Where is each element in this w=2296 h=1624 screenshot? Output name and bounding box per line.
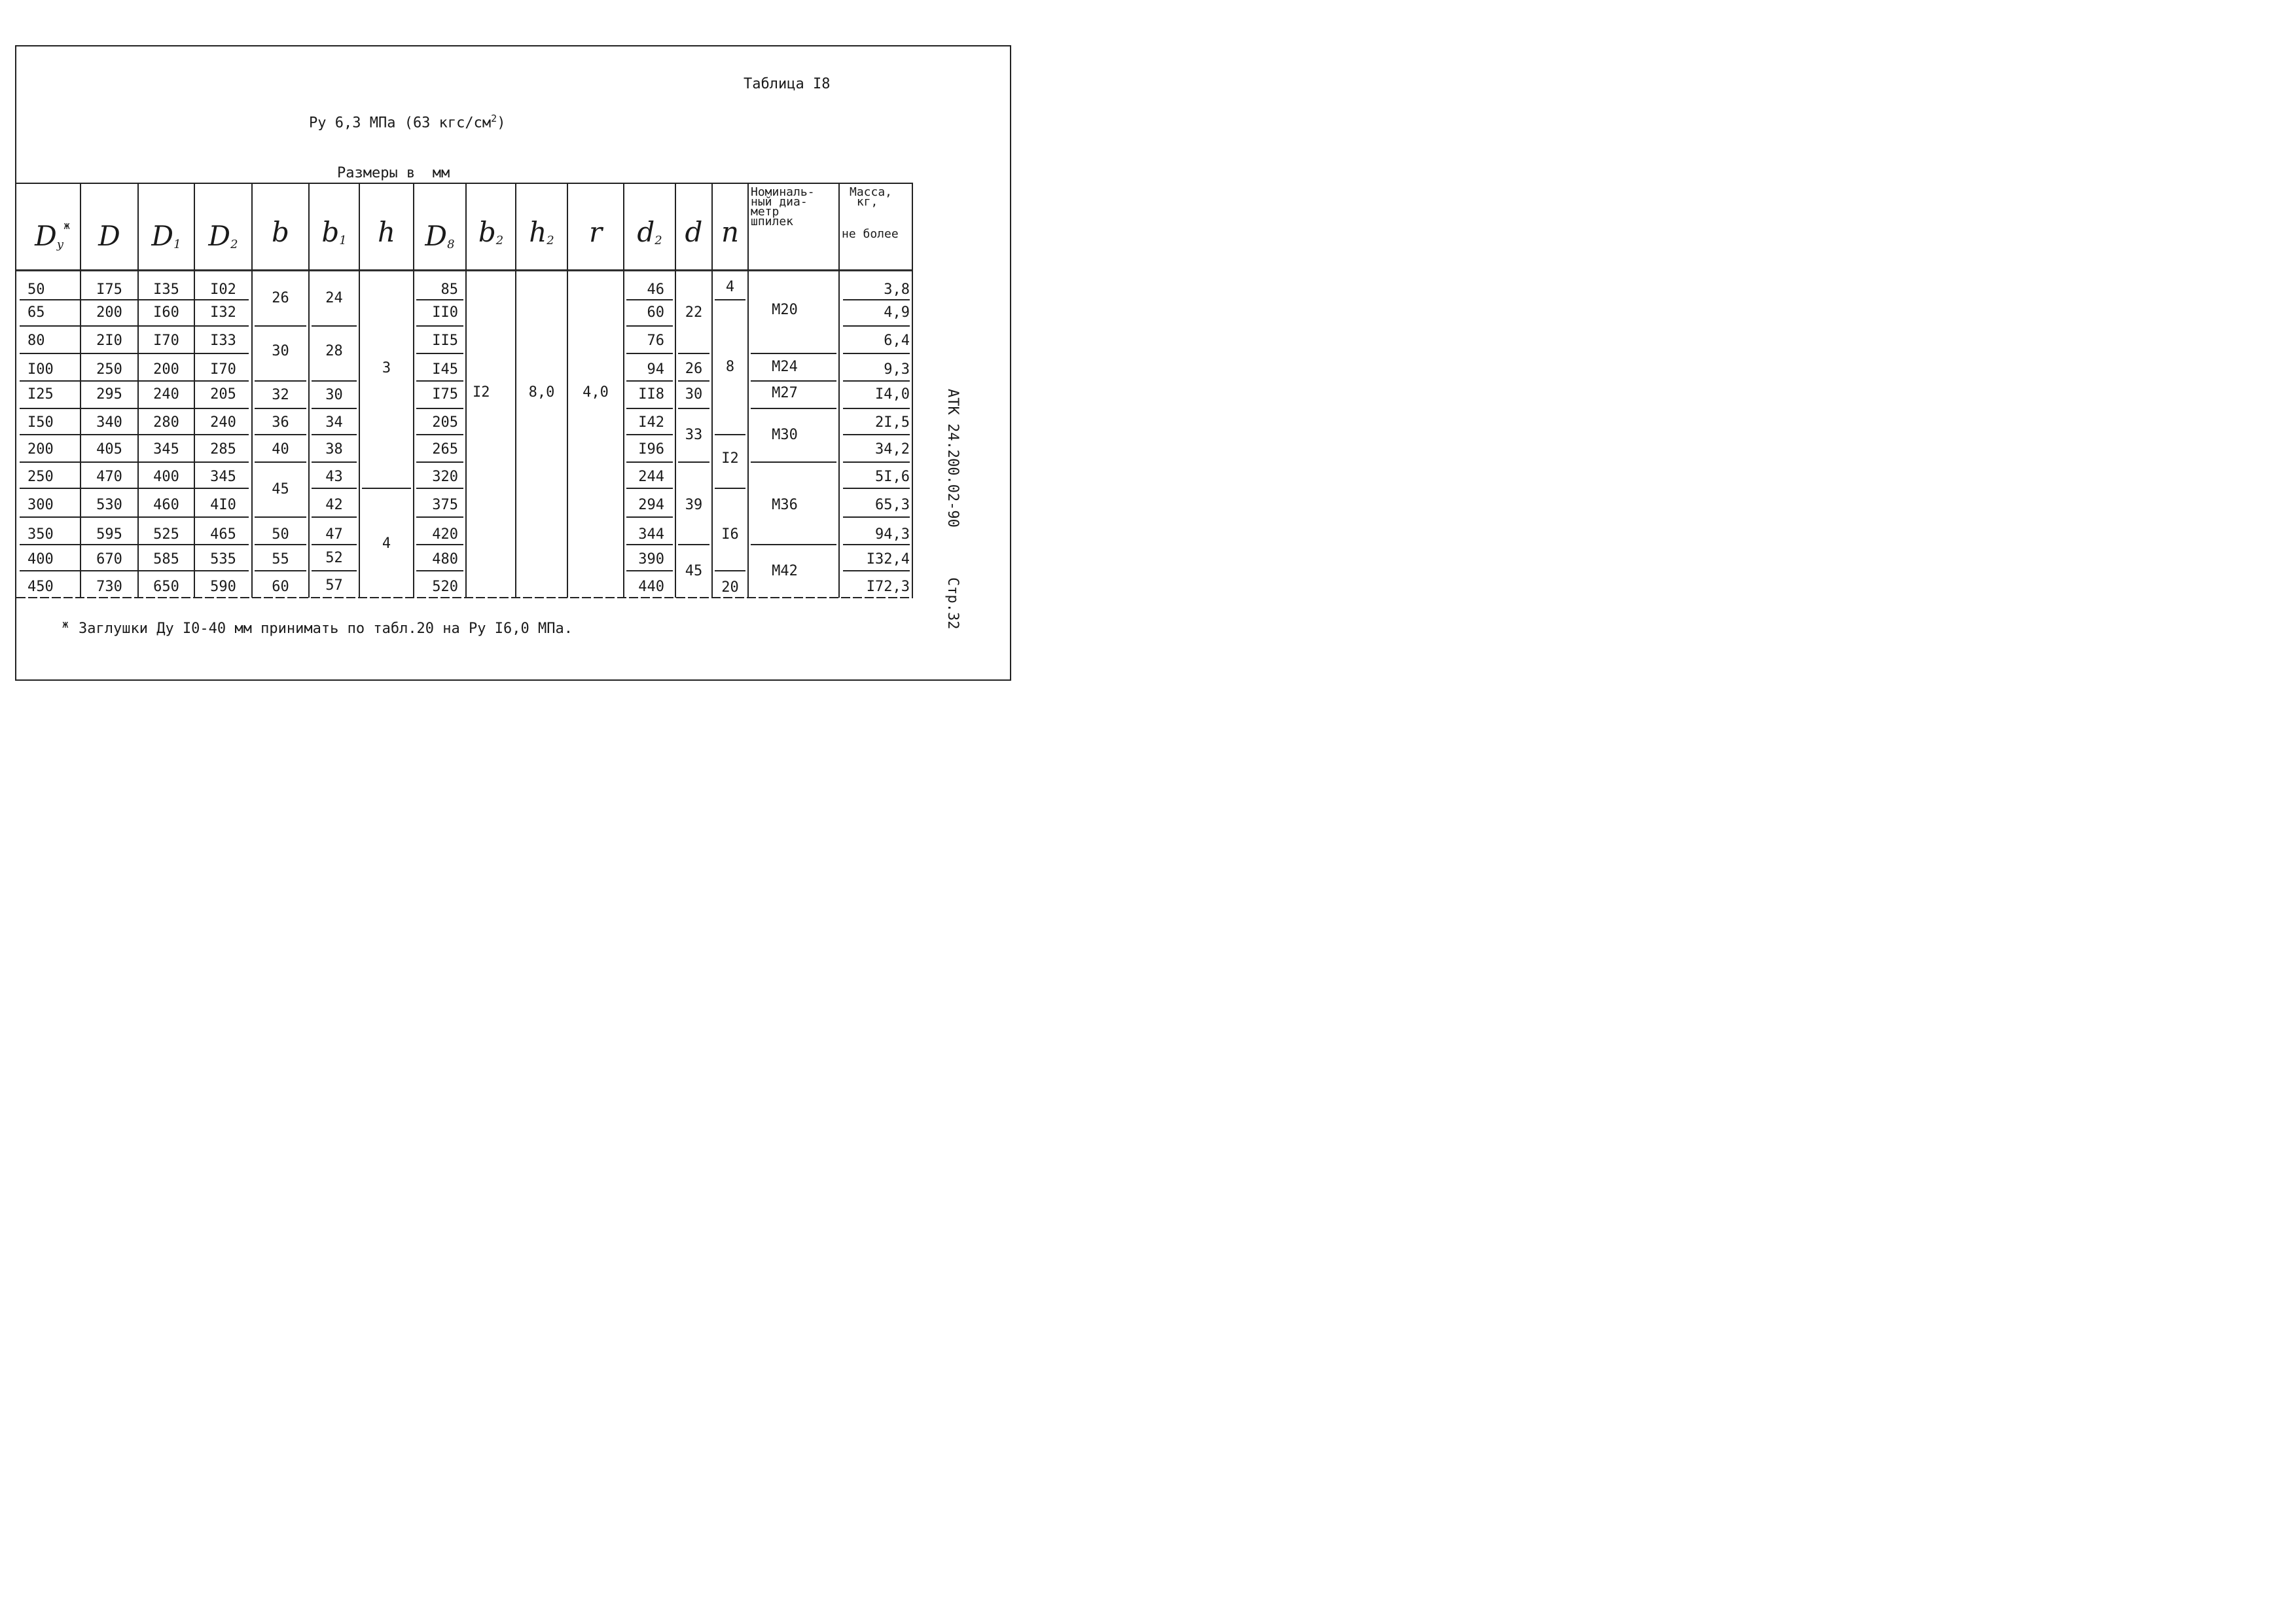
b2-cell: I2 [473, 384, 490, 401]
d2-cell: 240 [210, 414, 236, 431]
d8-cell: II0 [432, 304, 458, 321]
d2-small-cell: 294 [638, 497, 664, 513]
stud-cell: М42 [772, 563, 798, 579]
d-cell: 26 [685, 361, 703, 377]
header-b2 [466, 216, 516, 248]
n-cell: I6 [721, 526, 739, 543]
n-cell: 20 [721, 579, 739, 596]
header-r: r [588, 216, 603, 248]
header-d8 [414, 220, 466, 252]
d1-cell: 650 [153, 579, 179, 595]
mass-cell: 5I,6 [875, 469, 910, 485]
b1-cell: 47 [325, 526, 343, 543]
d2-cell: 205 [210, 386, 236, 403]
header-d1-sub: 1 [173, 238, 181, 251]
dy-cell: 350 [27, 526, 54, 543]
header-h: h [377, 216, 396, 248]
d2-small-cell: II8 [638, 386, 664, 403]
d-outer-cell: 405 [96, 441, 122, 458]
d2-cell: 285 [210, 441, 236, 458]
header-mass-note: не более [842, 227, 899, 241]
header-b2-sub: 2 [495, 234, 504, 247]
d-outer-cell: 730 [96, 579, 122, 595]
mass-cell: 4,9 [884, 304, 910, 321]
d2-small-cell: 244 [638, 469, 664, 485]
d8-cell: 265 [432, 441, 458, 458]
table-label: Таблица I8 [744, 76, 831, 92]
dy-cell: 65 [27, 304, 45, 321]
d2-cell: 590 [210, 579, 236, 595]
b1-cell: 34 [325, 414, 343, 431]
n-cell: I2 [721, 450, 739, 467]
d-outer-cell: 470 [96, 469, 122, 485]
mass-cell: I4,0 [875, 386, 910, 403]
d-outer-cell: 200 [96, 304, 122, 321]
header-mass: Масса, кг, [850, 185, 893, 209]
dy-cell: 250 [27, 469, 54, 485]
b-cell: 45 [272, 481, 289, 497]
footnote-text: Заглушки Ду I0-40 мм принимать по табл.20 на Ру I6,0 МПа. [79, 621, 573, 637]
h2-cell: 8,0 [528, 384, 555, 401]
d-cell: 45 [685, 563, 703, 579]
header-dy-letter: D [35, 220, 57, 252]
header-dy-star: ж [63, 219, 70, 232]
d8-cell: I45 [432, 361, 458, 378]
d8-cell: I75 [432, 386, 458, 403]
header-d2-small [624, 216, 675, 248]
dy-cell: 300 [27, 497, 54, 513]
stud-cell: М27 [772, 385, 798, 401]
d-outer-cell: 595 [96, 526, 122, 543]
b-cell: 60 [272, 579, 289, 595]
d8-cell: 320 [432, 469, 458, 485]
header-b1 [309, 216, 359, 248]
mass-cell: 6,4 [884, 333, 910, 349]
header-d2-sub: 2 [230, 238, 238, 251]
b-cell: 26 [272, 290, 289, 306]
dy-cell: I00 [27, 361, 54, 378]
d1-cell: 280 [153, 414, 179, 431]
header-b2-letter: b [478, 216, 496, 248]
header-n: n [721, 216, 740, 248]
d-outer-cell: 530 [96, 497, 122, 513]
d2-small-cell: 60 [647, 304, 664, 321]
mass-cell: I72,3 [866, 579, 910, 595]
d8-cell: II5 [432, 333, 458, 349]
d2-cell: 345 [210, 469, 236, 485]
r-cell: 4,0 [583, 384, 609, 401]
header-dy [26, 219, 79, 252]
mass-cell: 34,2 [875, 441, 910, 458]
header-b1-letter: b [321, 216, 340, 248]
d2-cell: I32 [210, 304, 236, 321]
b1-cell: 52 [325, 550, 343, 566]
n-cell: 8 [725, 359, 735, 375]
d1-cell: 525 [153, 526, 179, 543]
d-outer-cell: I75 [96, 281, 122, 298]
d2-cell: 4I0 [210, 497, 236, 513]
d2-cell: 465 [210, 526, 236, 543]
side-page-number: Стр.32 [944, 577, 961, 630]
header-d2-small-letter: d [637, 216, 655, 248]
mass-cell: I32,4 [866, 551, 910, 568]
d8-cell: 520 [432, 579, 458, 595]
d1-cell: I70 [153, 333, 179, 349]
dy-cell: 450 [27, 579, 54, 595]
d2-small-cell: I96 [638, 441, 664, 458]
b1-cell: 57 [325, 577, 343, 594]
b1-cell: 38 [325, 441, 343, 458]
d2-small-cell: 344 [638, 526, 664, 543]
dy-cell: I25 [27, 386, 54, 403]
h-cell: 4 [382, 535, 391, 552]
d1-cell: 345 [153, 441, 179, 458]
footnote-mark: ж [62, 618, 69, 630]
d-outer-cell: 295 [96, 386, 122, 403]
header-d8-letter: D [425, 220, 448, 252]
d-outer-cell: 670 [96, 551, 122, 568]
b-cell: 50 [272, 526, 289, 543]
b1-cell: 30 [325, 387, 343, 403]
d8-cell: 85 [440, 281, 458, 298]
d2-cell: I70 [210, 361, 236, 378]
d2-small-cell: 94 [647, 361, 664, 378]
d1-cell: I35 [153, 281, 179, 298]
units-caption: Размеры в мм [337, 165, 450, 181]
d8-cell: 480 [432, 551, 458, 568]
h-cell: 3 [382, 360, 391, 376]
d-cell: 33 [685, 427, 703, 443]
d1-cell: I60 [153, 304, 179, 321]
n-cell: 4 [725, 279, 735, 295]
pressure-title-end: ) [497, 115, 506, 132]
b-cell: 40 [272, 441, 289, 458]
d2-small-cell: 76 [647, 333, 664, 349]
dy-cell: 50 [27, 281, 45, 298]
header-b: b [272, 216, 289, 248]
mass-cell: 94,3 [875, 526, 910, 543]
d8-cell: 205 [432, 414, 458, 431]
d8-cell: 420 [432, 526, 458, 543]
stud-cell: М30 [772, 427, 798, 443]
dy-cell: I50 [27, 414, 54, 431]
d1-cell: 400 [153, 469, 179, 485]
b-cell: 36 [272, 414, 289, 431]
mass-cell: 9,3 [884, 361, 910, 378]
d-cell: 30 [685, 386, 703, 403]
dy-cell: 80 [27, 333, 45, 349]
header-h2-letter: h [529, 216, 547, 248]
header-d2 [194, 220, 252, 252]
b1-cell: 24 [325, 290, 343, 306]
header-h2-sub: 2 [547, 234, 554, 247]
d8-cell: 375 [432, 497, 458, 513]
d2-small-cell: 440 [638, 579, 664, 595]
stud-cell: М24 [772, 359, 798, 375]
d2-small-cell: I42 [638, 414, 664, 431]
d2-cell: I02 [210, 281, 236, 298]
header-d8-sub: 8 [447, 238, 455, 251]
header-d2-letter: D [208, 220, 231, 252]
mass-cell: 2I,5 [875, 414, 910, 431]
header-dy-sub: у [56, 238, 64, 251]
mass-cell: 3,8 [884, 281, 910, 298]
b1-cell: 42 [325, 497, 343, 513]
b-cell: 32 [272, 387, 289, 403]
dy-cell: 400 [27, 551, 54, 568]
b-cell: 30 [272, 343, 289, 359]
d1-cell: 585 [153, 551, 179, 568]
d-outer-cell: 2I0 [96, 333, 122, 349]
pressure-title-sup: 2 [491, 113, 497, 124]
header-d: D [98, 220, 120, 252]
header-stud-diameter: Номиналь- ный диа- метр шпилек [751, 185, 815, 228]
stud-cell: М36 [772, 497, 798, 513]
header-h2 [516, 216, 567, 248]
b1-cell: 43 [325, 469, 343, 485]
d2-cell: I33 [210, 333, 236, 349]
header-d1 [138, 220, 194, 252]
d1-cell: 200 [153, 361, 179, 378]
header-b1-sub: 1 [339, 234, 347, 247]
d2-small-cell: 46 [647, 281, 664, 298]
d2-small-cell: 390 [638, 551, 664, 568]
d1-cell: 460 [153, 497, 179, 513]
d-outer-cell: 340 [96, 414, 122, 431]
d-outer-cell: 250 [96, 361, 122, 378]
header-d-small: d [685, 216, 703, 248]
mass-cell: 65,3 [875, 497, 910, 513]
header-d1-letter: D [151, 220, 174, 252]
d2-cell: 535 [210, 551, 236, 568]
header-d2-small-sub: 2 [655, 234, 662, 247]
d-cell: 39 [685, 497, 703, 513]
d-cell: 22 [685, 304, 703, 321]
pressure-title-text: Ру 6,3 МПа (63 кгс/см [309, 115, 492, 132]
d1-cell: 240 [153, 386, 179, 403]
dy-cell: 200 [27, 441, 54, 458]
b-cell: 55 [272, 551, 289, 568]
side-document-code: АТК 24.200.02-90 [944, 389, 961, 528]
stud-cell: М20 [772, 302, 798, 318]
b1-cell: 28 [325, 343, 343, 359]
